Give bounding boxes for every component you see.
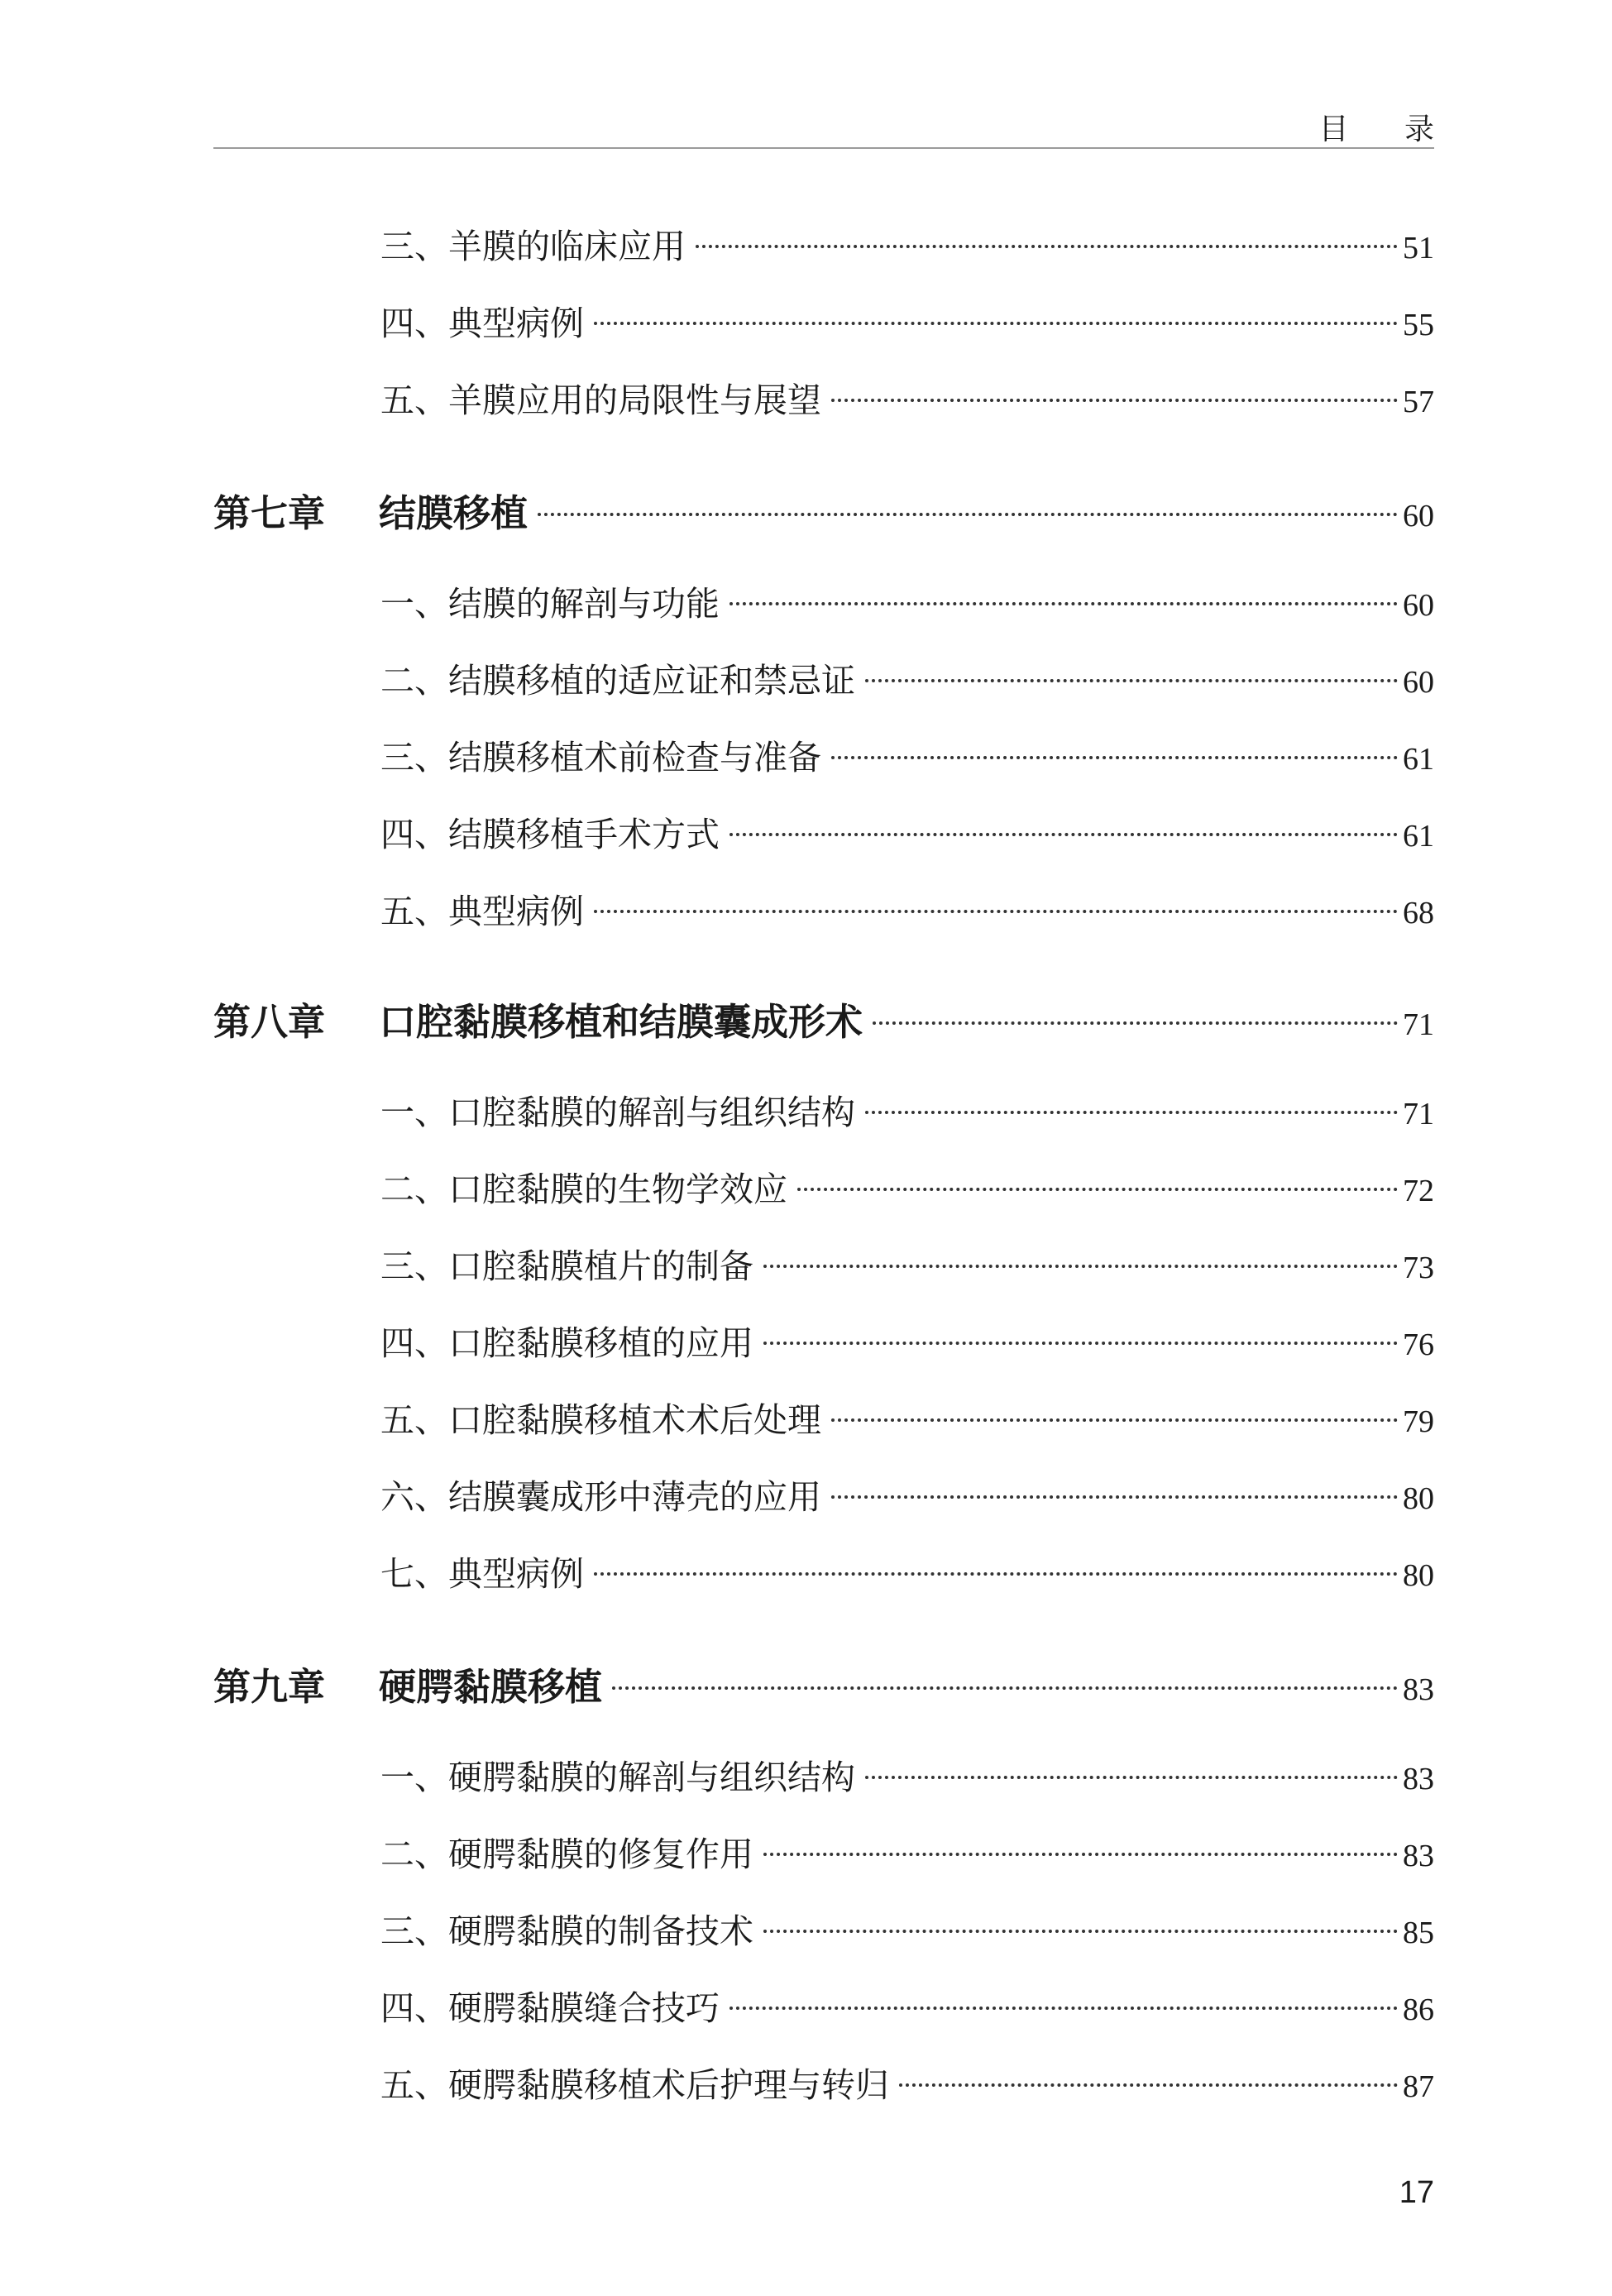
section-title: 七、典型病例 xyxy=(380,1554,584,1594)
page-ref: 85 xyxy=(1403,1916,1434,1950)
page-ref: 72 xyxy=(1403,1174,1434,1208)
page-ref: 60 xyxy=(1403,499,1434,533)
section-title: 二、硬腭黏膜的修复作用 xyxy=(380,1834,753,1874)
page-number: 17 xyxy=(1399,2175,1434,2210)
section-title: 一、结膜的解剖与功能 xyxy=(380,584,720,624)
toc-section-row[interactable] xyxy=(380,1981,1434,2031)
section-title: 五、羊膜应用的局限性与展望 xyxy=(380,380,821,420)
chapter-number: 第八章 xyxy=(213,1000,326,1044)
toc-section-row[interactable] xyxy=(380,653,1434,703)
dot-leader xyxy=(763,1930,1398,1933)
page-ref: 60 xyxy=(1403,665,1434,700)
section-title: 四、典型病例 xyxy=(380,304,584,343)
dot-leader xyxy=(612,1686,1398,1690)
toc-section-row[interactable] xyxy=(380,1547,1434,1596)
section-title: 一、口腔黏膜的解剖与组织结构 xyxy=(380,1093,855,1132)
toc-section-row[interactable] xyxy=(380,1085,1434,1135)
page-ref: 71 xyxy=(1403,1097,1434,1131)
section-title: 四、结膜移植手术方式 xyxy=(380,815,720,854)
page-ref: 60 xyxy=(1403,588,1434,623)
section-title: 三、羊膜的临床应用 xyxy=(380,227,686,266)
toc-chapter-row[interactable] xyxy=(213,1657,1434,1709)
dot-leader xyxy=(763,1342,1398,1345)
dot-leader xyxy=(865,1776,1398,1779)
dot-leader xyxy=(729,2007,1398,2010)
dot-leader xyxy=(873,1021,1398,1025)
dot-leader xyxy=(594,322,1398,325)
dot-leader xyxy=(729,833,1398,836)
toc-section-row[interactable] xyxy=(380,1162,1434,1212)
page-ref: 79 xyxy=(1403,1404,1434,1439)
dot-leader xyxy=(831,1495,1398,1499)
dot-leader xyxy=(696,245,1398,248)
dot-leader xyxy=(831,756,1398,759)
toc-section-row[interactable] xyxy=(380,373,1434,423)
dot-leader xyxy=(594,1572,1398,1576)
section-title: 五、硬腭黏膜移植术后护理与转归 xyxy=(380,2065,889,2105)
section-title: 五、典型病例 xyxy=(380,892,584,931)
toc-section-row[interactable] xyxy=(380,576,1434,626)
toc-section-row[interactable] xyxy=(380,219,1434,269)
chapter-title: 结膜移植 xyxy=(379,491,529,535)
page-ref: 61 xyxy=(1403,819,1434,854)
page-ref: 71 xyxy=(1403,1007,1434,1042)
section-title: 三、口腔黏膜植片的制备 xyxy=(380,1246,753,1286)
page-ref: 68 xyxy=(1403,896,1434,930)
toc-section-row[interactable] xyxy=(380,1470,1434,1519)
toc-chapter-row[interactable] xyxy=(213,992,1434,1044)
toc-section-row[interactable] xyxy=(380,2058,1434,2107)
page-ref: 83 xyxy=(1403,1672,1434,1707)
toc-section-row[interactable] xyxy=(380,1750,1434,1800)
dot-leader xyxy=(729,602,1398,605)
page-ref: 80 xyxy=(1403,1481,1434,1516)
section-title: 四、口腔黏膜移植的应用 xyxy=(380,1323,753,1363)
header-title: 目 录 xyxy=(1318,112,1457,146)
dot-leader xyxy=(865,679,1398,682)
page-ref: 86 xyxy=(1403,1992,1434,2027)
toc-section-row[interactable] xyxy=(380,807,1434,857)
section-title: 四、硬腭黏膜缝合技巧 xyxy=(380,1988,720,2028)
dot-leader xyxy=(797,1188,1398,1191)
page-ref: 83 xyxy=(1403,1839,1434,1873)
toc-section-row[interactable] xyxy=(380,730,1434,780)
section-title: 三、硬腭黏膜的制备技术 xyxy=(380,1911,753,1951)
page-ref: 76 xyxy=(1403,1327,1434,1362)
page-ref: 55 xyxy=(1403,308,1434,342)
page-ref: 61 xyxy=(1403,742,1434,777)
toc-section-row[interactable] xyxy=(380,1827,1434,1877)
dot-leader xyxy=(763,1265,1398,1268)
dot-leader xyxy=(831,1418,1398,1422)
section-title: 六、结膜囊成形中薄壳的应用 xyxy=(380,1477,821,1517)
section-title: 二、结膜移植的适应证和禁忌证 xyxy=(380,661,855,701)
dot-leader xyxy=(763,1853,1398,1856)
toc-section-row[interactable] xyxy=(380,884,1434,934)
dot-leader xyxy=(538,513,1398,516)
section-title: 一、硬腭黏膜的解剖与组织结构 xyxy=(380,1758,855,1797)
toc-section-row[interactable] xyxy=(380,1316,1434,1366)
page-ref: 80 xyxy=(1403,1558,1434,1593)
page-ref: 83 xyxy=(1403,1762,1434,1796)
dot-leader xyxy=(899,2083,1398,2087)
toc-section-row[interactable] xyxy=(380,1393,1434,1442)
dot-leader xyxy=(594,910,1398,913)
toc-section-row[interactable] xyxy=(380,1904,1434,1954)
toc-section-row[interactable] xyxy=(380,296,1434,346)
dot-leader xyxy=(831,399,1398,402)
page-ref: 57 xyxy=(1403,385,1434,419)
page-ref: 51 xyxy=(1403,231,1434,265)
page-ref: 73 xyxy=(1403,1251,1434,1285)
toc-section-row[interactable] xyxy=(380,1239,1434,1289)
section-title: 五、口腔黏膜移植术术后处理 xyxy=(380,1400,821,1440)
page-ref: 87 xyxy=(1403,2069,1434,2104)
chapter-number: 第九章 xyxy=(213,1665,326,1709)
chapter-number: 第七章 xyxy=(213,491,326,535)
section-title: 二、口腔黏膜的生物学效应 xyxy=(380,1170,787,1209)
chapter-title: 硬腭黏膜移植 xyxy=(379,1665,603,1709)
toc-chapter-row[interactable] xyxy=(213,483,1434,533)
chapter-title: 口腔黏膜移植和结膜囊成形术 xyxy=(379,1000,863,1044)
section-title: 三、结膜移植术前检查与准备 xyxy=(380,738,821,777)
running-header xyxy=(213,98,1457,149)
dot-leader xyxy=(865,1111,1398,1114)
